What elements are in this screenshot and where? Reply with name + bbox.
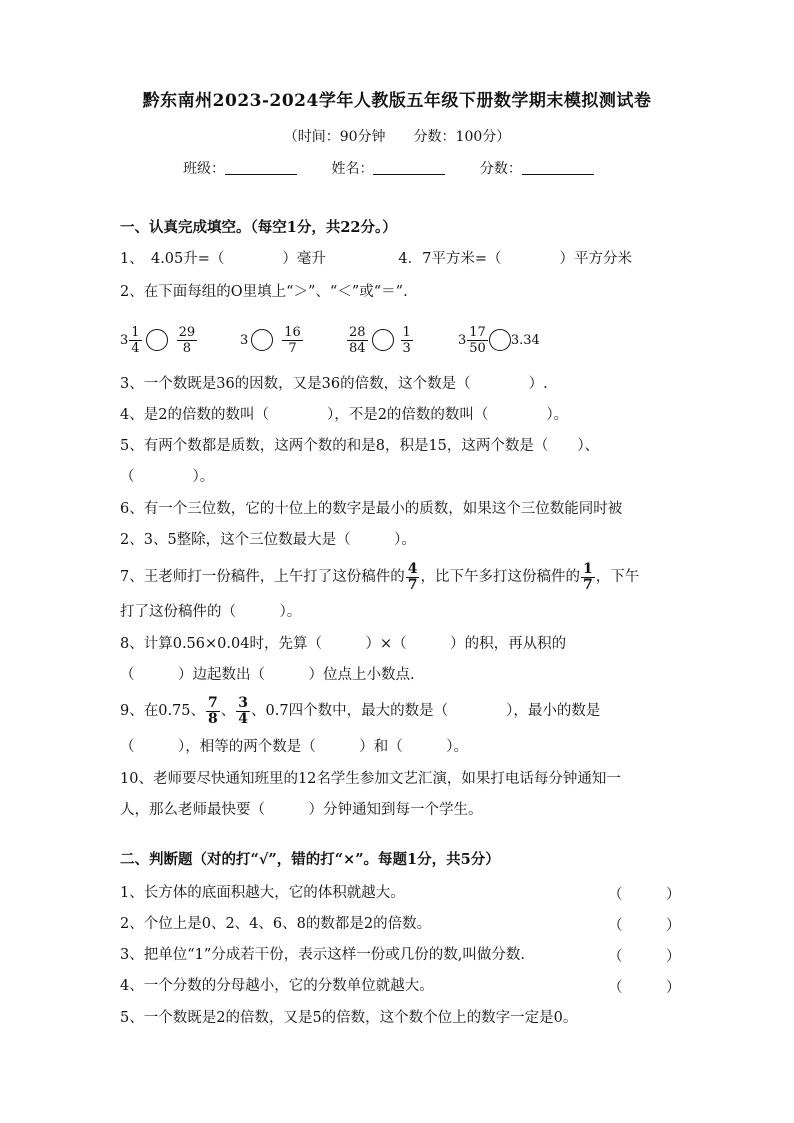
question-10-line-1: 10、老师要尽快通知班里的12名学生参加文艺汇演，如果打电话每分钟通知一	[120, 771, 621, 787]
name-blank[interactable]	[373, 160, 445, 175]
compare-circle-4[interactable]	[489, 329, 511, 351]
question-8-line-1: 8、计算0.56×0.04时，先算（ ）×（ ）的积，再从积的	[120, 636, 567, 652]
fraction: $\frac{29}{8}$	[178, 324, 196, 356]
exam-time-score: （时间：90分钟 分数：100分）	[283, 129, 511, 145]
judge-answer-2[interactable]: （ ）	[608, 918, 681, 934]
question-5-line-2: （ ）。	[120, 469, 215, 485]
fraction: $\frac{4}{7}$	[407, 560, 418, 593]
question-8-line-2: （ ）边起数出（ ）位点上小数点.	[120, 667, 415, 683]
question-5-line-1: 5、有两个数都是质数，这两个数的和是8，积是15，这两个数是（ ）、	[120, 438, 600, 454]
question-9-line-1: 9、在0.75、 $\frac{7}{8}$ 、 $\frac{3}{4}$ 、0.7四个数中，最大的数是（ ），最小的数是	[120, 694, 601, 727]
question-4: 4、是2的倍数的数叫（ ），不是2的倍数的数叫（ ）。	[120, 407, 569, 423]
name-label: 姓名：	[331, 161, 374, 177]
fraction: $\frac{7}{8}$	[208, 694, 218, 727]
comparison-group-4: 3 $\frac{17}{50}$ 3.34	[458, 324, 540, 356]
question-1: 1、 4.05升=（ ）毫升 4．7平方米=（ ）平方分米	[120, 251, 633, 267]
question-7-line-1: 7、王老师打一份稿件，上午打了这份稿件的 $\frac{4}{7}$ ，比下午多打这份稿件的 $\frac{1}{7}$ ，下午	[120, 560, 640, 593]
judge-answer-4[interactable]: （ ）	[608, 980, 681, 996]
score-label: 分数：	[479, 161, 522, 177]
class-blank[interactable]	[225, 160, 297, 175]
question-3: 3、一个数既是36的因数，又是36的倍数，这个数是（ ）.	[120, 376, 548, 392]
fraction: $\frac{3}{4}$	[238, 694, 249, 727]
fraction: $\frac{1}{3}$	[402, 324, 411, 356]
fraction: $\frac{16}{7}$	[284, 324, 301, 356]
fraction: $\frac{1}{7}$	[582, 560, 593, 593]
question-7-line-2: 打了这份稿件的（ ）。	[120, 604, 302, 620]
comparison-group-2: 3 $\frac{16}{7}$	[240, 324, 301, 356]
judge-answer-1[interactable]: （ ）	[608, 887, 681, 903]
student-info-row	[183, 158, 624, 178]
judge-item-2: 2、个位上是0、2、4、6、8的数都是2的倍数。	[120, 916, 432, 932]
judge-answer-3[interactable]: （ ）	[608, 949, 681, 965]
compare-circle-2[interactable]	[251, 329, 273, 351]
class-label: 班级：	[183, 161, 225, 177]
judge-item-3: 3、把单位“1”分成若干份，表示这样一份或几份的数,叫做分数.	[120, 947, 525, 963]
judge-item-5: 5、一个数既是2的倍数，又是5的倍数，这个数个位上的数字一定是0。	[120, 1010, 578, 1026]
fraction: $\frac{17}{50}$	[469, 324, 486, 356]
compare-circle-3[interactable]	[372, 329, 394, 351]
exam-title: 黔东南州2023-2024学年人教版五年级下册数学期末模拟测试卷	[142, 91, 652, 111]
question-9-line-2: （ ），相等的两个数是（ ）和（ ）。	[120, 739, 468, 755]
section-2-heading: 二、判断题（对的打“√”，错的打“×”。每题1分，共5分）	[120, 851, 500, 868]
fraction: $\frac{28}{84}$	[349, 324, 366, 356]
fraction: $\frac{1}{4}$	[131, 324, 140, 356]
question-10-line-2: 人，那么老师最快要（ ）分钟通知到每一个学生。	[120, 802, 483, 818]
question-6-line-1: 6、有一个三位数，它的十位上的数字是最小的质数，如果这个三位数能同时被	[120, 501, 623, 517]
score-blank[interactable]	[522, 160, 594, 175]
comparison-group-1: 3 $\frac{1}{4}$ $\frac{29}{8}$	[120, 324, 196, 356]
compare-circle-1[interactable]	[146, 329, 168, 351]
judge-item-4: 4、一个分数的分母越小，它的分数单位就越大。	[120, 978, 434, 994]
question-2: 2、在下面每组的O里填上“＞”、“＜”或“＝”.	[120, 284, 408, 300]
section-1-heading: 一、认真完成填空。（每空1分，共22分。）	[120, 219, 397, 236]
comparison-group-3	[346, 318, 414, 362]
judge-item-1: 1、长方体的底面积越大，它的体积就越大。	[120, 885, 405, 901]
question-6-line-2: 2、3、5整除，这个三位数最大是（ ）。	[120, 532, 416, 548]
